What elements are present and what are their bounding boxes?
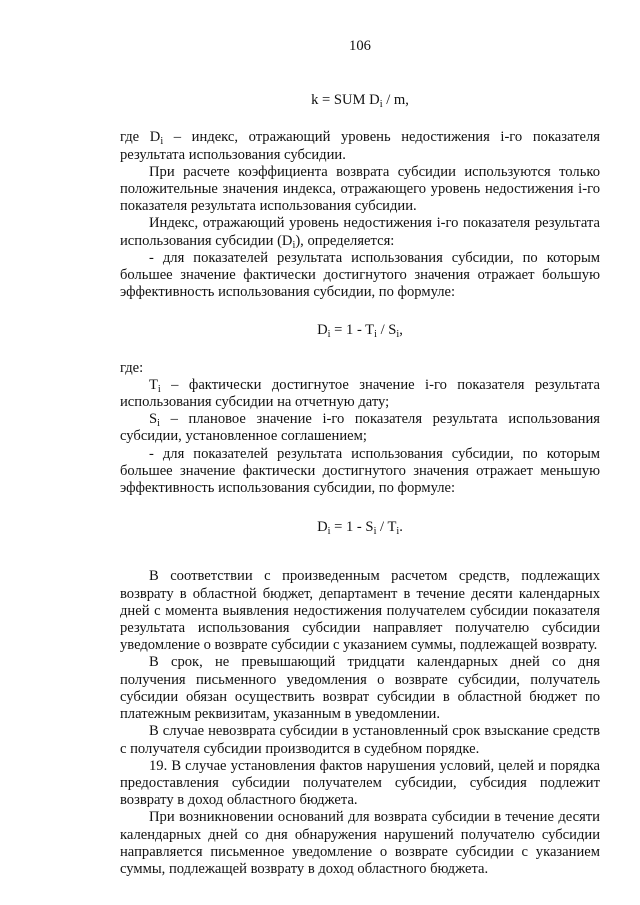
paragraph-return-grounds: При возникновении оснований для возврата субсидии в течение десяти календарных дней со дня обнаружения нарушений получателю субсидии направляется письменное уведомление о возврате субсидии с указанием суммы, подлежащей возврату в доход областного бюджета. [120,809,600,877]
paragraph-calculation-accordance: В соответствии с произведенным расчетом средств, подлежащих возврату в областной бюджет, департамент в течение десяти календарных дней с момента выявления недостижения получателем субсидии показателя результата использования субсидии направляет получателю субсидии уведомление о возврате субсидии с указанием суммы, подлежащей возврату. [120,568,600,654]
paragraph-clause-19: 19. В случае установления фактов нарушения условий, целей и порядка предоставления субсидии получателем субсидии, субсидия подлежит возврату в доход областного бюджета. [120,757,600,809]
paragraph-gde: где: [120,359,144,376]
paragraph-lesser-efficiency: - для показателей результата использования субсидии, по которым большее значение фактически достигнутого значения отражает меньшую эффективность использования субсидии, по формуле: [120,445,600,497]
paragraph-si-definition: $S_i$ – плановое значение i-го показателя результата использования субсидии, установленное соглашением; [120,411,600,445]
formula-d-lesser: $D_i = 1 - S_i / T_i$. [317,519,403,538]
paragraph-positive-values: При расчете коэффициента возврата субсидии используются только положительные значения индекса, отражающего уровень недостижения i-го показателя результата использования субсидии. [120,163,600,215]
formula-d-greater: $D_i = 1 - T_i / S_i$, [317,322,403,341]
paragraph-greater-efficiency: - для показателей результата использования субсидии, по которым большее значение фактически достигнутого значения отражает большую эффективность использования субсидии, по формуле: [120,249,600,301]
paragraph-index-definition: Индекс, отражающий уровень недостижения i-го показателя результата использования субсидии $(D_i)$, определяется: [120,215,600,251]
page-number: 106 [349,38,371,54]
formula-k: k = SUM $D_i$ / m, [311,92,409,111]
paragraph-ti-definition: $T_i$ – фактически достигнутое значение i-го показателя результата использования субсидии на отчетную дату; [120,376,600,411]
paragraph-return-term: В срок, не превышающий тридцати календарных дней со дня получения письменного уведомления о возврате субсидии, получатель субсидии обязан осуществить возврат субсидии в областной бюджет по платежным реквизитам, указанным в уведомлении. [120,654,600,723]
paragraph-where-di: где $D_i$ – индекс, отражающий уровень недостижения i-го показателя результата использования субсидии. [120,129,600,163]
paragraph-non-return: В случае невозврата субсидии в установленный срок взыскание средств с получателя субсидии производится в судебном порядке. [120,723,600,757]
